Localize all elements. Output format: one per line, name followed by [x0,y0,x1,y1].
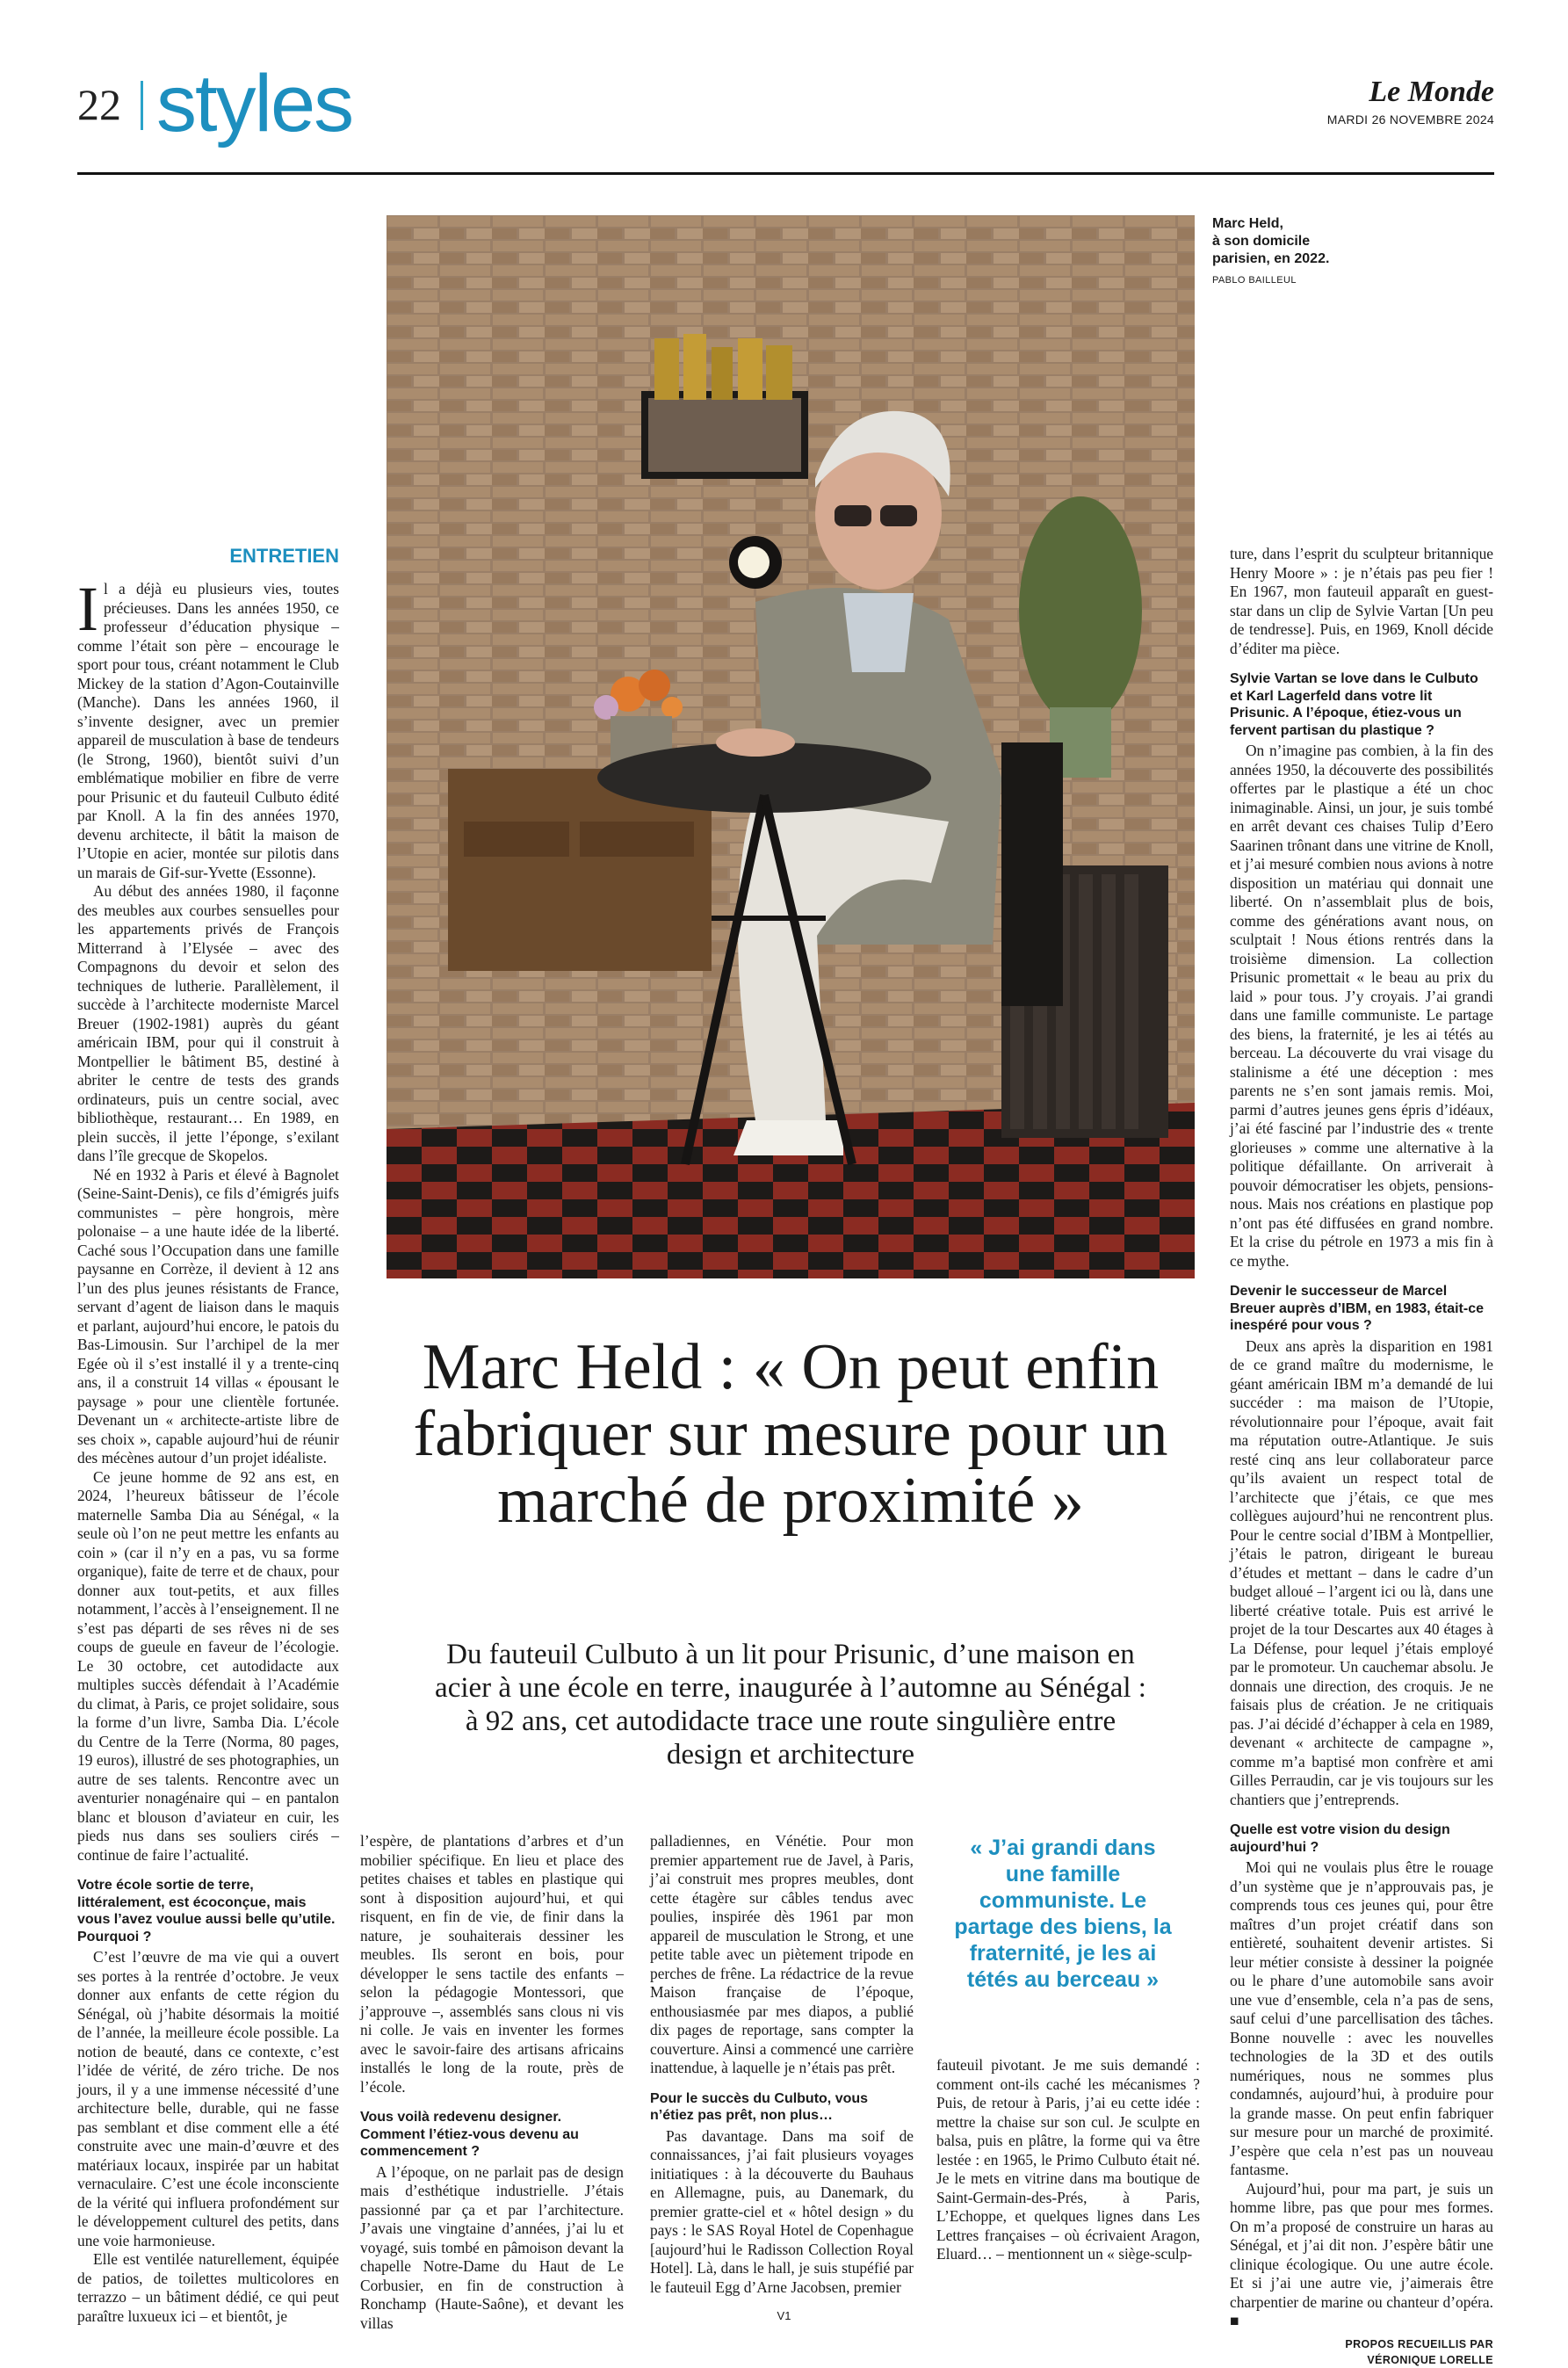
lead-paragraph [77,574,339,882]
paragraph: Ce jeune homme de 92 ans est, en 2024, l’heureux bâtisseur de l’école maternelle Samba Dia au Sénégal, « la seule où l’on ne peut mettre les enfants au coin » (car il n’y en a pas, vu sa forme organique), faite de terre et de chaux, pour donner aux tout-petits, et aux filles notamment, l’accès à l’enseignement. Il ne s’est pas départi de ses rêves ni de ses coups de gueule en faveur de l’écologie. Le 30 octobre, cet autodidacte aux multiples succès défendait à l’Académie du climat, à Paris, ce projet solidaire, sous la forme d’un livre, Samba Dia. L’école du Centre de la Terre (Norma, 80 pages, 19 euros), illustré de ses photographies, un autre de ses talents. Rencontre avec un aventurier nonagénaire qui – en pantalon blanc et blouson d’aviateur en cuir, les pieds nus dans ses souliers cirés – continue de faire l’actualité. [77,1467,339,1864]
byline [1230,2336,1493,2368]
paragraph: Deux ans après la disparition en 1981 de ce grand maître du modernisme, le géant américain IBM m’a demandé de lui succéder : ma maison de l’Utopie, révolutionnaire pour l’époque, avait fait ma réputation outre-Atlantique. Je suis resté cinq ans leur collaborateur parce qu’ils avaient un respect total de l’architecte que j’étais, ce que mes collègues aujourd’hui ne rencontrent plus. Pour le centre social d’IBM à Montpellier, j’étais le patron, dirigeant le bureau d’études et mettant – dans le cadre d’un budget alloué – l’argent ici ou là, dans une liberté créative totale. Puis est arrivé le projet de la tour Descartes aux 40 étages à La Défense, pour lequel j’étais employé par le promoteur. Un cauchemar absolu. Je donnais une direction, des croquis. Je ne faisais plus de création. Je ne critiquais pas. J’ai décidé d’échapper à cela en 1989, devenant « architecte de campagne », comme m’a baptisé mon confrère et ami Gilles Perraudin, car je vis toujours sur les chantiers que j’entreprends. [1230,1336,1493,1808]
paragraph: Aujourd’hui, pour ma part, je suis un homme libre, pas que pour mes formes. On m’a proposé de construire un haras au Sénégal, et j’ai dit non. J’espère bâtir une clinique écologique. Ou une autre école. Et si j’ai une autre vie, j’aimerais être charpentier de marine ou chanteur d’opéra. ■ [1230,2179,1493,2329]
interview-question: Quelle est votre vision du design aujourd’hui ? [1230,1822,1450,1855]
masthead [1327,76,1494,127]
portrait-illustration [387,215,1195,1278]
byline-line: PROPOS RECUEILLIS PAR [1345,2337,1493,2350]
header-divider [141,81,143,130]
section-title: styles [156,59,353,148]
caption-line: parisien, en 2022. [1212,251,1330,266]
newspaper-logo: Le Monde [1369,76,1494,108]
page-folio: V1 [777,2309,791,2322]
paragraph: Moi qui ne voulais plus être le rouage d’un système que je n’approuvais pas, je comprends tous ces jeunes qui, pour être maîtres d’un projet créatif dans son entièreté, souhaitent devenir artistes. Si leur métier consiste à dessiner la poignée ou le phare d’une automobile sans avoir une vue d’ensemble, cela n’a pas de sens, sauf celui d’une parcellisation des tâches. Bonne nouvelle : avec les nouvelles technologies de la 3D et des outils numériques, nous ne sommes plus condamnés, aujourd’hui, à produire pour la grande masse. On peut enfin fabriquer sur mesure pour un marché de proximité. J’espère que cela n’est pas un nouveau fantasme. [1230,1858,1493,2178]
paragraph-text: l a déjà eu plusieurs vies, toutes précieuses. Dans les années 1950, ce professeur d’éducation physique – comme l’était son père – encourage le sport pour tous, créant notamment le Club Mickey de la station d’Agon-Coutainville (Manche). Dans les années 1960, il s’invente designer, avec un premier appareil de musculation à base de tendeurs (le Strong, 1960), bientôt suivi d’un emblématique mobilier en fibre de verre pour Prisunic et du fauteuil Culbuto édité par Knoll. A la fin des années 1970, devenu architecte, il bâtit la maison de l’Utopie en acier, montée sur pilotis dans un marais de Gif-sur-Yvette (Essonne). [77,580,339,881]
paragraph: ture, dans l’esprit du sculpteur britannique Henry Moore » : je n’étais pas peu fier ! En 1967, mon fauteuil apparaît en guest-star dans un clip de Sylvie Vartan [Un peu de tendresse]. Puis, en 1969, Knoll décide d’éditer ma pièce. [1230,545,1493,657]
interview-question: Sylvie Vartan se love dans le Culbuto et Karl Lagerfeld dans votre lit Prisunic. A l’époque, étiez-vous un fervent partisan du plastique ? [1230,671,1478,738]
header-rule [77,172,1494,175]
paragraph: On n’imagine pas combien, à la fin des années 1950, la découverte des possibilités offertes par le plastique a été un choc inimaginable. Ainsi, un jour, je suis tombé en arrêt devant ces chaises Tulip d’Eero Saarinen trônant dans une vitrine de Knoll, et j’ai mesuré combien nous avions à notre disposition un matériau qui donnait une liberté. On n’assemblait plus de bois, comme des générations avant nous, on sculptait ! Nous étions rentrés dans la troisième dimension. La collection Prisunic promettait « le beau au prix du laid » pour tous. J’y croyais. J’ai grandi dans une famille communiste. Le partage des biens, la fraternité, je les ai tétés au berceau. La découverte du vrai visage du stalinisme a été une déception : mes parents ne s’en sont jamais remis. Moi, parmi d’autres jeunes gens épris d’idéaux, j’ai été fasciné par l’industrie des « trente glorieuses » comme une alternative à la politique défaillante. On arriverait à pouvoir démocratiser les objets, pensions-nous. Mais nos créations en plastique pop n’ont pas été diffusées en grand nombre. Et la crise du pétrole en 1973 a mis fin à ce mythe. [1230,742,1493,1270]
paragraph: Pas davantage. Dans ma soif de connaissances, j’ai fait plusieurs voyages initiatiques : à la découverte du Bauhaus en Allemagne, puis, au Danemark, du premier gratte-ciel et « hôtel design » du pays : le SAS Royal Hotel de Copenhague [aujourd’hui le Radisson Collection Royal Hotel]. Là, dans le hall, je suis stupéfié par le fauteuil Egg d’Arne Jacobsen, premier [650,2126,914,2296]
article-column-1 [77,574,339,2326]
interview-question: Pour le succès du Culbuto, vous n’étiez pas prêt, non plus… [650,2090,869,2123]
interview-question: Devenir le successeur de Marcel Breuer auprès d’IBM, en 1983, était-ce inespéré pour vous ? [1230,1284,1484,1333]
paragraph: l’espère, de plantations d’arbres et d’un mobilier spécifique. En lieu et place des petites chaises et tables en plastique qui sont à disposition aujourd’hui, et qui risquent, en fin de vie, de finir dans la nature, je souhaiterais dessiner les meubles. Ils seront en bois, pour développer le sens tactile des enfants – selon la pédagogie Montessori, que j’approuve –, assemblés sans clous ni vis ni colle. Je vais en inventer les formes avec le savoir-faire des artisans africains installés le long de la route, près de l’école. [360,1832,624,2096]
article-column-2 [360,1832,624,2333]
article-column-4 [936,2056,1200,2264]
interview-question: Votre école sortie de terre, littéralement, est écoconçue, mais vous l’avez voulue aussi belle qu’utile. Pourquoi ? [77,1878,336,1944]
paragraph: C’est l’œuvre de ma vie qui a ouvert ses portes à la rentrée d’octobre. Je veux donner aux enfants de cette région du Sénégal, où j’habite désormais la moitié de l’année, la meilleure école possible. La notion de beauté, dans ce contexte, c’est l’idée de vérité, de zéro triche. De nos jours, il y a une immense nécessité d’une architecture belle, durable, qui ne fasse pas semblant et dise comment elle a été construite avec une main-d’œuvre et des matériaux locaux, inspirée par un habitat vernaculaire. C’est une école inconsciente de la vérité qui influera profondément sur le développement culturel des petits, dans une voie harmonieuse. [77,1948,339,2249]
byline-author: VÉRONIQUE LORELLE [1367,2353,1493,2366]
interview-question: Vous voilà redevenu designer. Comment l’étiez-vous devenu au commencement ? [360,2110,579,2159]
section-label: ENTRETIEN [229,545,339,567]
paragraph: palladiennes, en Vénétie. Pour mon premier appartement rue de Javel, à Paris, j’ai construit mes propres meubles, dont cette étagère sur câbles tendus avec poulies, inspirée dès 1961 par mon appareil de musculation le Strong, et une petite table avec un piètement tripode en perches de frêne. La rédactrice de la revue Maison française de l’époque, enthousiasmée par mes diapos, a publié dix pages de reportage, sans compter la couverture. Ainsi a commencé une carrière inattendue, à laquelle je n’étais pas prêt. [650,1832,914,2076]
drop-cap: I [77,574,98,644]
pull-quote: « J’ai grandi dans une famille communiste. Le partage des biens, la fraternité, je les ai tétés au berceau » [954,1836,1172,1992]
caption-line: Marc Held, [1212,216,1283,231]
paragraph: A l’époque, on ne parlait pas de design mais d’esthétique industrielle. J’étais passionné par ça et par l’architecture. J’avais une vingtaine d’années, j’ai lu et voyagé, suis tombé en pâmoison devant la chapelle Notre-Dame du Haut de Le Corbusier, en fin de construction à Ronchamp (Haute-Saône), et devant les villas [360,2162,624,2332]
paragraph: Elle est ventilée naturellement, équipée de patios, de toilettes multicolores en terrazzo – un bâtiment dédié, ce qui peut paraître luxueux ici – et bientôt, je [77,2250,339,2325]
page-number: 22 [77,80,121,129]
paragraph: Né en 1932 à Paris et élevé à Bagnolet (Seine-Saint-Denis), ce fils d’émigrés juifs communistes – père hongrois, mère polonaise – a une haute idée de la liberté. Caché sous l’Occupation dans une famille paysanne en Corrèze, il devient à 12 ans l’un des plus jeunes résistants de France, servant d’agent de liaison dans le maquis et parlant, aujourd’hui encore, le patois du Bas-Limousin. Sur l’archipel de la mer Egée où il s’est installé il y a trente-cinq ans, il a construit 14 villas « épousant le paysage » pour une clientèle fortunée. Devenant un « architecte-artiste libre de ses choix », capable aujourd’hui de réunir des mécènes autour d’un projet idéaliste. [77,1165,339,1466]
caption-line: à son domicile [1212,234,1311,249]
article-headline: Marc Held : « On peut enfin fabriquer sur mesure pour un marché de proximité » [413,1331,1168,1537]
photo-caption [1212,215,1458,289]
portrait-photo [387,215,1195,1278]
article-column-5 [1230,545,1493,2368]
issue-date: MARDI 26 NOVEMBRE 2024 [1326,112,1494,127]
article-column-3 [650,1832,914,2297]
photo-credit: PABLO BAILLEUL [1212,275,1297,286]
paragraph: fauteuil pivotant. Je me suis demandé : comment ont-ils caché les mécanismes ? Puis, de retour à Paris, j’ai eu cette idée : mettre la chaise sur son cul. Je sculpte en balsa, puis en plâtre, la forme qui va être lestée : en 1965, le Primo Culbuto était né. Je le mets en vitrine dans ma boutique de Saint-Germain-des-Prés, à Paris, L’Echoppe, et quelques lignes dans Les Lettres françaises – où écrivaient Aragon, Eluard… – mentionnent un « siège-sculp- [936,2056,1200,2263]
paragraph: Au début des années 1980, il façonne des meubles aux courbes sensuelles pour les appartements privés de François Mitterrand à l’Elysée – avec des Compagnons du devoir et selon des techniques de lutherie. Parallèlement, il succède à l’architecte moderniste Marcel Breuer (1902-1981) auprès du géant américain IBM, pour qui il construit à Montpellier le bâtiment B5, destiné à abriter le centre de tests des grands ordinateurs, puis un centre social, avec bibliothèque, restaurant… En 1989, en plein succès, il jette l’éponge, s’exilant dans l’île grecque de Skopelos. [77,882,339,1164]
article-standfirst: Du fauteuil Culbuto à un lit pour Prisunic, d’une maison en acier à une école en terre, inaugurée à l’automne au Sénégal : à 92 ans, cet autodidacte trace une route singulière entre design et architecture [435,1639,1146,1771]
